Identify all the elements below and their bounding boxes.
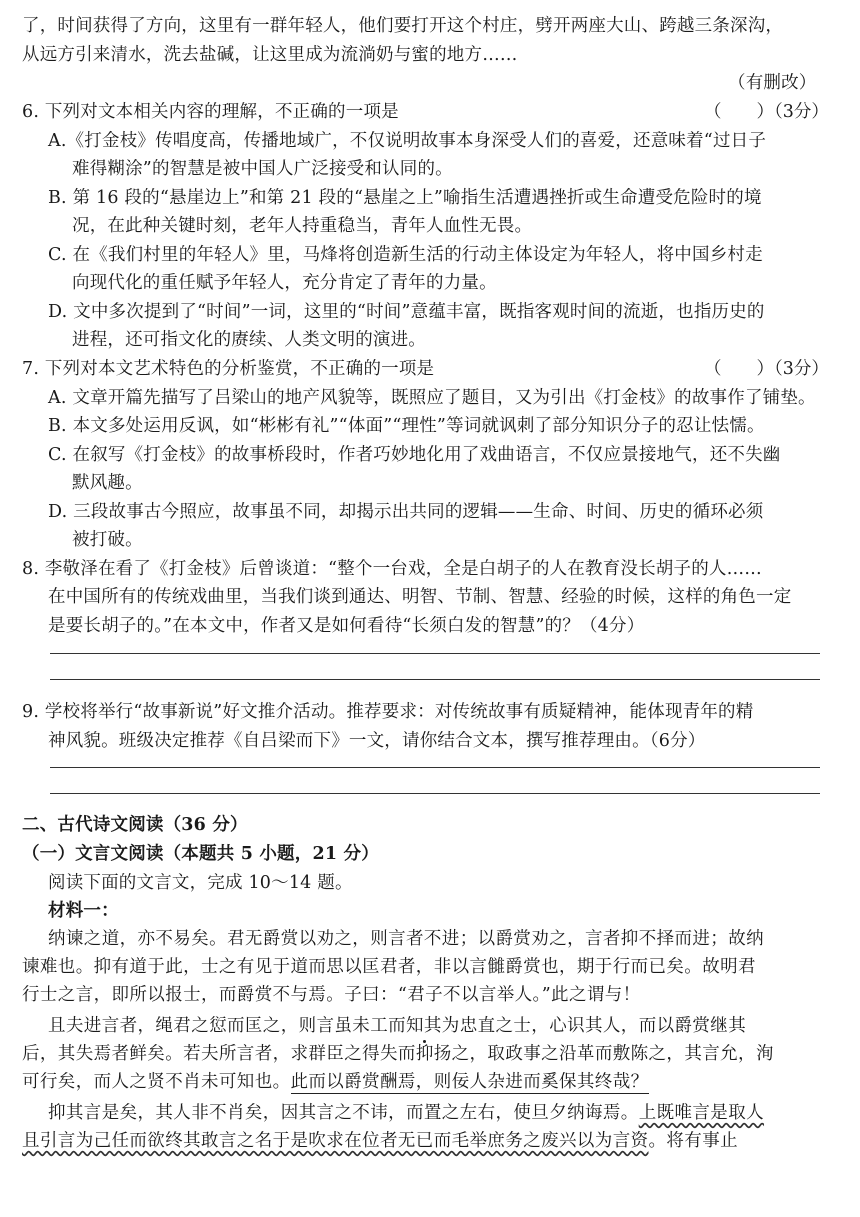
- q7-option-a: A. 文章开篇先描写了吕梁山的地产风貌等，既照应了题目，又为引出《打金枝》的故事作了铺垫。: [48, 388, 816, 408]
- q6-option-c: C. 在《我们村里的年轻人》里，马烽将创造新生活的行动主体设定为年轻人，将中国乡村走: [48, 245, 763, 265]
- question-7-stem: 7. 下列对本文艺术特色的分析鉴赏，不正确的一项是: [22, 359, 435, 379]
- classical-text-segment: 扬之，取政事之沿革而敷陈之，其言允，洵: [433, 1044, 774, 1064]
- q6-option-d-cont: 进程，还可指文化的赓续、人类文明的演进。: [72, 330, 426, 350]
- wavy-underlined-sentence: 上既唯言是取人: [638, 1103, 765, 1123]
- underlined-sentence: 此而以爵赏酬焉，则佞人杂进而奚保其终哉？: [290, 1072, 649, 1092]
- question-9-stem: 9. 学校将举行“故事新说”好文推介活动。推荐要求：对传统故事有质疑精神，能体现青年的精: [22, 702, 754, 722]
- subsection-title: （一）文言文阅读（本题共 5 小题，21 分）: [22, 844, 379, 864]
- section-title: 二、古代诗文阅读（36 分）: [22, 815, 248, 835]
- question-9-stem-cont: 神风貌。班级决定推荐《自吕梁而下》一文，请你结合文本，撰写推荐理由。（6分）: [48, 731, 706, 751]
- classical-text-line: [48, 1101, 764, 1125]
- answer-line[interactable]: [50, 767, 820, 768]
- answer-line[interactable]: [50, 679, 820, 680]
- classical-text-line: 纳谏之道，亦不易矣。君无爵赏以劝之，则言者不进；以爵赏劝之，言者抑不择而进；故纳: [48, 929, 764, 949]
- q6-option-d: D. 文中多次提到了“时间”一词，这里的“时间”意蕴丰富，既指客观时间的流逝，也指历史的: [48, 302, 765, 322]
- q6-option-b: B. 第 16 段的“悬崖边上”和第 21 段的“悬崖之上”喻指生活遭遇挫折或生命遭受危险时的境: [48, 188, 762, 208]
- emphasis-dot-char: 抑: [415, 1044, 434, 1064]
- passage-line: 从远方引来清水，洗去盐碱，让这里成为流淌奶与蜜的地方……: [22, 45, 518, 65]
- classical-text-segment: 后，其失焉者鲜矣。若夫所言者，求群臣之得失而: [22, 1044, 416, 1064]
- question-8-stem: 8. 李敬泽在看了《打金枝》后曾谈道：“整个一台戏，全是白胡子的人在教育没长胡子的人……: [22, 559, 763, 579]
- classical-text-segment: 抑其言是矣，其人非不肖矣，因其言之不讳，而置之左右，使旦夕纳诲焉。: [48, 1103, 639, 1123]
- reading-instruction: 阅读下面的文言文，完成 10～14 题。: [48, 873, 353, 893]
- q7-option-d-cont: 被打破。: [72, 530, 143, 550]
- question-6-score: （ ）（3分）: [704, 102, 829, 122]
- classical-text-line: [22, 1042, 774, 1066]
- material-label: 材料一：: [48, 901, 119, 921]
- q6-option-c-cont: 向现代化的重任赋予年轻人，充分肯定了青年的力量。: [72, 273, 497, 293]
- q7-option-b: B. 本文多处运用反讽，如“彬彬有礼”“体面”“理性”等词就讽刺了部分知识分子的忍让怯懦。: [48, 416, 765, 436]
- classical-text-segment: 可行矣，而人之贤不肖未可知也。: [22, 1072, 291, 1092]
- question-8-stem-cont: 在中国所有的传统戏曲里，当我们谈到通达、明智、节制、智慧、经验的时候，这样的角色一定: [48, 587, 792, 607]
- passage-line: 了，时间获得了方向，这里有一群年轻人，他们要打开这个村庄，劈开两座大山、跨越三条深沟，: [22, 16, 784, 36]
- revision-note: （有删改）: [728, 73, 817, 93]
- question-7-score: （ ）（3分）: [704, 359, 829, 379]
- classical-text-line: 谏难也。抑有道于此，士之有见于道而思以匡君者，非以言雠爵赏也，期于行而已矣。故明君: [22, 957, 756, 977]
- q7-option-c: C. 在叙写《打金枝》的故事桥段时，作者巧妙地化用了戏曲语言，不仅应景接地气，还不失幽: [48, 445, 781, 465]
- q6-option-a-cont: 难得糊涂”的智慧是被中国人广泛接受和认同的。: [72, 159, 453, 179]
- classical-text-line: 行士之言，即所以报士，而爵赏不与焉。子曰：“君子不以言举人。”此之谓与！: [22, 985, 641, 1005]
- wavy-underlined-sentence: 且引言为己任而欲终其敢言之名于是吹求在位者无已而毛举庶务之废兴以为言资: [22, 1131, 649, 1151]
- q7-option-d: D. 三段故事古今照应，故事虽不同，却揭示出共同的逻辑——生命、时间、历史的循环必须: [48, 502, 764, 522]
- classical-text-segment: 。将有事止: [648, 1131, 738, 1151]
- question-8-stem-cont: 是要长胡子的。”在本文中，作者又是如何看待“长须白发的智慧”的？（4分）: [48, 616, 645, 636]
- classical-text-line: 且夫进言者，绳君之愆而匡之，则言虽未工而知其为忠直之士，心识其人，而以爵赏继其: [48, 1016, 747, 1036]
- q6-option-b-cont: 况，在此种关键时刻，老年人持重稳当，青年人血性无畏。: [72, 216, 533, 236]
- q6-option-a: A.《打金枝》传唱度高，传播地域广，不仅说明故事本身深受人们的喜爱，还意味着“过日子: [48, 131, 767, 151]
- classical-text-line: [22, 1070, 649, 1094]
- answer-line[interactable]: [50, 793, 820, 794]
- answer-line[interactable]: [50, 653, 820, 654]
- q7-option-c-cont: 默风趣。: [72, 473, 143, 493]
- question-6-stem: 6. 下列对文本相关内容的理解，不正确的一项是: [22, 102, 399, 122]
- classical-text-line: [22, 1129, 738, 1153]
